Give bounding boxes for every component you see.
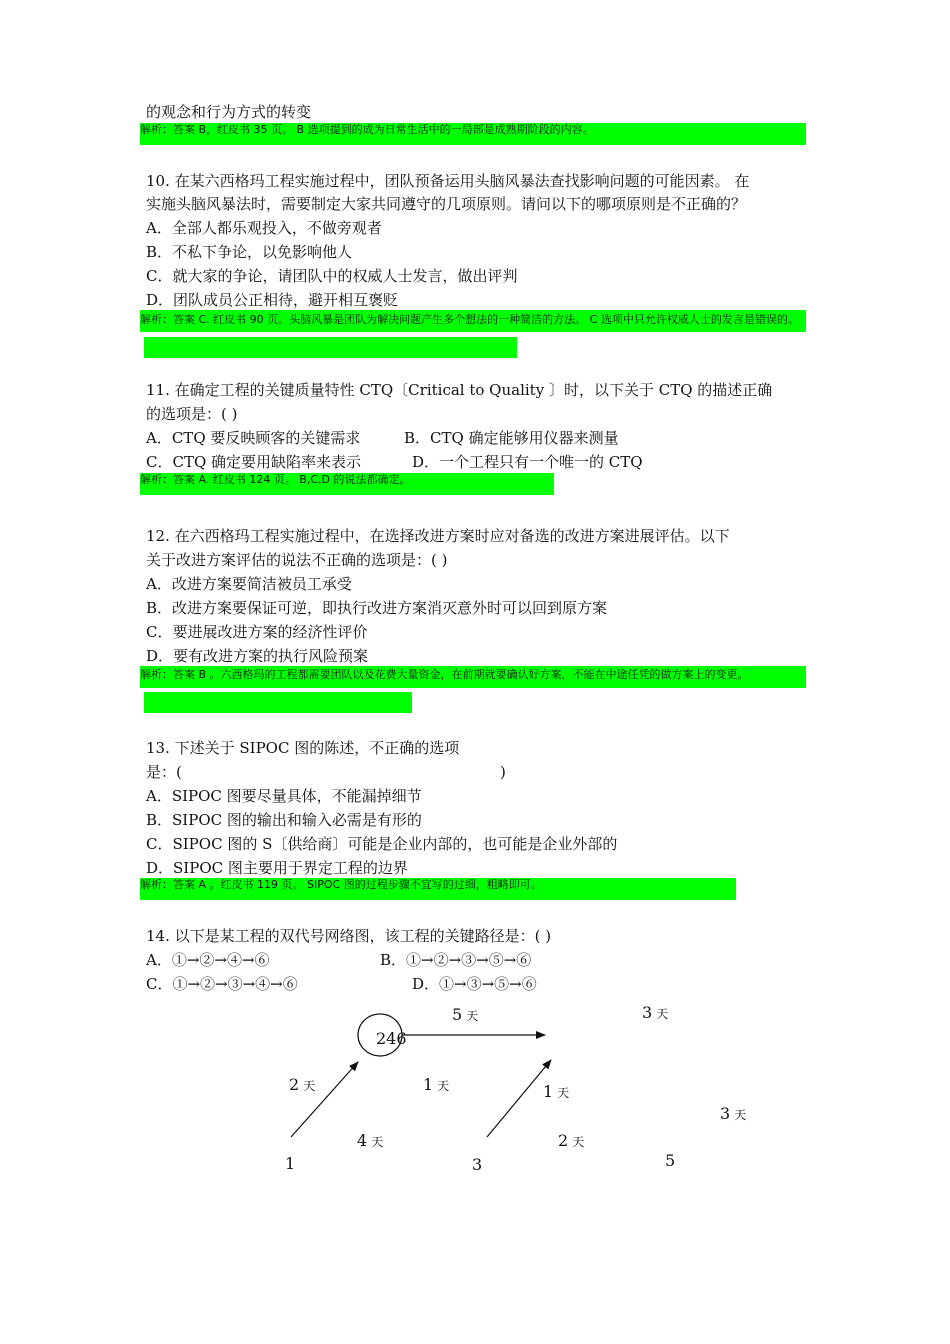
q13-line2-end: ) — [500, 763, 506, 781]
edge-unit: 天 — [466, 1009, 479, 1023]
node-label-5: 5 — [665, 1151, 676, 1170]
q14-option-d: D．①→③→⑤→⑥ — [412, 975, 537, 993]
edge-unit: 天 — [303, 1079, 316, 1093]
edge-label-bottom — [357, 1132, 383, 1151]
edge-unit: 天 — [734, 1108, 747, 1122]
q12-option-d: D．要有改进方案的执行风险预案 — [146, 647, 369, 665]
q10-option-c: C．就大家的争论，请团队中的权威人士发言，做出评判 — [146, 267, 518, 285]
q12-line1: 12. 在六西格玛工程实施过程中，在选择改进方案时应对备选的改进方案进展评估。以下 — [146, 527, 730, 545]
q12-option-b: B．改进方案要保证可逆，即执行改进方案消灭意外时可以回到原方案 — [146, 599, 608, 617]
edge-label-bottom2 — [558, 1132, 584, 1151]
q13-line1: 13. 下述关于 SIPOC 图的陈述，不正确的选项 — [146, 739, 460, 757]
q10-option-d: D．团队成员公正相待，避开相互褒贬 — [146, 291, 399, 309]
q13-option-a: A．SIPOC 图要尽量具体，不能漏掉细节 — [146, 787, 422, 805]
q12-option-c: C．要进展改进方案的经济性评价 — [146, 623, 368, 641]
answer-11: 解析：答案 A. 红皮书 124 页。 B,C,D 的说法都确定。 — [140, 473, 411, 486]
q11-line1: 11. 在确定工程的关键质量特性 CTQ〔Critical to Quality 〕时，以下关于 CTQ 的描述正确 — [146, 381, 773, 399]
q11-option-d: D．一个工程只有一个唯一的 CTQ — [412, 453, 643, 471]
edge-label-top-right — [642, 1004, 668, 1023]
answer-12: 解析：答案 B 。六西格玛的工程都需要团队以及花费大量资金，在前期就要确认好方案，不能在中途任凭的做方案上的变更。 — [140, 668, 749, 681]
q12-line2: 关于改进方案评估的说法不正确的选项是：( ) — [146, 551, 448, 569]
q11-option-a: A．CTQ 要反映顾客的关键需求 — [146, 429, 361, 447]
answer-10: 解析：答案 C. 红皮书 90 页。头脑风暴是团队为解决问题产生多个想法的一种简洁的方法。 C 选项中只允许权威人士的发言是错误的。 — [140, 313, 799, 326]
edge-label-right — [720, 1105, 746, 1124]
edge-label-left — [289, 1076, 315, 1095]
edge-weight: 3 — [642, 1003, 653, 1022]
edge-unit: 天 — [371, 1135, 384, 1149]
edge-weight: 2 — [558, 1131, 569, 1150]
edge-unit: 天 — [656, 1007, 669, 1021]
node-label-3: 3 — [472, 1155, 483, 1174]
edge-unit: 天 — [437, 1079, 450, 1093]
q10-option-a: A．全部人都乐观投入，不做旁观者 — [146, 219, 382, 237]
edge-label-top — [452, 1006, 478, 1025]
edge-label-mid — [423, 1076, 449, 1095]
q11-option-c: C．CTQ 确定要用缺陷率来表示 — [146, 453, 362, 471]
q10-line1: 10. 在某六西格玛工程实施过程中，团队预备运用头脑风暴法查找影响问题的可能因素。 在 — [146, 172, 750, 190]
node-label-1: 1 — [285, 1154, 296, 1173]
answer-13: 解析：答案 A 。红皮书 119 页。 SIPOC 图的过程步骤不宜写的过细，粗略即可。 — [140, 878, 542, 891]
edge-weight: 1 — [543, 1082, 554, 1101]
edge-unit: 天 — [572, 1135, 585, 1149]
q11-option-b: B．CTQ 确定能够用仪器来测量 — [404, 429, 619, 447]
q10-line2: 实施头脑风暴法时，需要制定大家共同遵守的几项原则。请问以下的哪项原则是不正确的？ — [146, 195, 747, 213]
arrow-right — [487, 1060, 554, 1137]
q13-option-c: C．SIPOC 图的 S〔供给商〕可能是企业内部的，也可能是企业外部的 — [146, 835, 618, 853]
q13-option-b: B．SIPOC 图的输出和输入必需是有形的 — [146, 811, 422, 829]
q14-line1: 14. 以下是某工程的双代号网络图，该工程的关键路径是：( ) — [146, 927, 552, 945]
edge-weight: 3 — [720, 1104, 731, 1123]
q11-line2: 的选项是：( ) — [146, 405, 238, 423]
q13-option-d: D．SIPOC 图主要用于界定工程的边界 — [146, 859, 408, 877]
q14-option-c: C．①→②→③→④→⑥ — [146, 975, 298, 993]
q10-option-b: B．不私下争论，以免影响他人 — [146, 243, 353, 261]
intro-line: 的观念和行为方式的转变 — [146, 103, 312, 121]
q14-option-a: A．①→②→④→⑥ — [146, 951, 270, 969]
edge-unit: 天 — [557, 1086, 570, 1100]
arrow-left — [291, 1062, 358, 1137]
q13-line2-start: 是：( — [146, 763, 182, 781]
edge-weight: 4 — [357, 1131, 368, 1150]
edge-label-mid2 — [543, 1083, 569, 1102]
node-label-246: 246 — [376, 1029, 407, 1048]
q14-option-b: B．①→②→③→⑤→⑥ — [380, 951, 532, 969]
edge-weight: 2 — [289, 1075, 300, 1094]
q12-option-a: A．改进方案要简洁被员工承受 — [146, 575, 352, 593]
edge-weight: 1 — [423, 1075, 434, 1094]
edge-weight: 5 — [452, 1005, 463, 1024]
answer-9: 解析：答案 B，红皮书 35 页。 B 选项提到的成为日常生活中的一局部是成熟期阶段的内容。 — [140, 123, 594, 136]
